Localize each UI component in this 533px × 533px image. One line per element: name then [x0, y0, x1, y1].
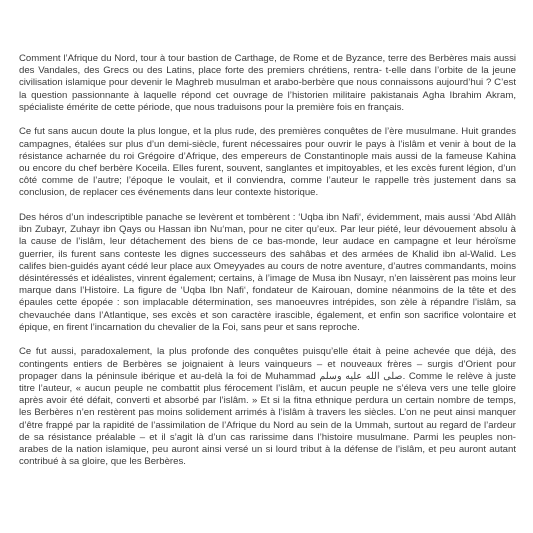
paragraph-heroes: Des héros d’un indescriptible panache se levèrent et tombèrent : ‘Uqba ibn Nafi‘, évidemment, mais aussi ‘Abd Allâh ibn Zubayr, Zuhayr ibn Qays ou Hassan ibn Nu‘man, pour ne citer qu’eux. Par leur piété, leur dévouement absolu à la cause de l’islâm, leur détachement des biens de ce bas-monde, leur audace en campagne et leur héroïsme guerrier, ils furent sans conteste les dignes successeurs des sahâbas et des armées de Khalid ibn al-Walid. Les califes bien-guidés ayant cédé leur place aux Omeyyades au cours de notre aventure, d’autres commandants, moins désintéressés et idéalistes, vinrent également; certains, à l’image de Musa ibn Nusayr, n’en laissèrent pas moins leur marque dans l’Histoire. La figure de ‘Uqba Ibn Nafi‘, fondateur de Kairouan, domine néanmoins de la tête et des épaules cette épopée : son implacable détermination, ses manoeuvres intrépides, son zèle à répandre l’islâm, sa chevauchée dans l’Atlantique, ses excès et son caractère irascible, également, et enfin son sacrifice volontaire et épique, en firent l’incarnation du chevalier de la Foi, sans peur et sans reproche.: [19, 212, 516, 333]
book-description: [19, 53, 516, 468]
paragraph-legacy: Ce fut aussi, paradoxalement, la plus profonde des conquêtes puisqu’elle était à peine achevée que déjà, des contingents entiers de Berbères se joignaient à leurs vainqueurs – et nouveaux frères – surgis d’Orient pour propager dans la péninsule ibérique et au-delà la foi de Muhammad صلى الله عليه وسلم. Comme le relève à juste titre l’auteur, « aucun peuple ne combattit plus férocement l’islâm, et aucun peuple ne s’éleva vers une telle gloire après avoir été défait, converti et absorbé par l’islâm. » Et si la fitna ethnique perdura un certain nombre de temps, les Berbères n’en restèrent pas moins solidement arrimés à l’islâm à travers les siècles. L’on ne peut ainsi manquer d’être frappé par la rapidité de l’assimilation de l’Afrique du Nord au sein de la Ummah, surtout au regard de l’ardeur de sa résistance préalable – et il s’agit là d’un cas rarissime dans l’histoire musulmane. Parmi les peuples non-arabes de la nation islamique, peu auront ainsi versé un si lourd tribut à la défense de l’islâm, et peu auront autant contribué à sa gloire, que les Berbères.: [19, 346, 516, 468]
paragraph-conquest: Ce fut sans aucun doute la plus longue, et la plus rude, des premières conquêtes de l’ère musulmane. Huit grandes campagnes, étalées sur plus d’un demi-siècle, furent nécessaires pour ouvrir le pays à l’islâm et venir à bout de la résistance acharnée du roi Grégoire d’Afrique, des empereurs de Constantinople mais aussi de la fameuse Kahina ou encore du chef berbère Koceila. Elles furent, souvent, sanglantes et impitoyables, et les excès furent légion, d’un côté comme de l’autre; l’époque le voulait, et il conviendra, comme l’auteur le rappelle très justement dans sa conclusion, de replacer ces événements dans leur contexte historique.: [19, 126, 516, 199]
paragraph-intro: Comment l’Afrique du Nord, tour à tour bastion de Carthage, de Rome et de Byzance, terre des Berbères mais aussi des Vandales, des Grecs ou des Latins, place forte des premiers chrétiens, rentra- t-elle dans l’orbite de la jeune civilisation islamique pour devenir le Maghreb musulman et arabo-berbère que nous connaissons aujourd’hui ? C’est la question passionnante à laquelle répond cet ouvrage de l’historien militaire pakistanais Agha Ibrahim Akram, spécialiste émérite de cette période, que nous traduisons pour la première fois en français.: [19, 53, 516, 113]
